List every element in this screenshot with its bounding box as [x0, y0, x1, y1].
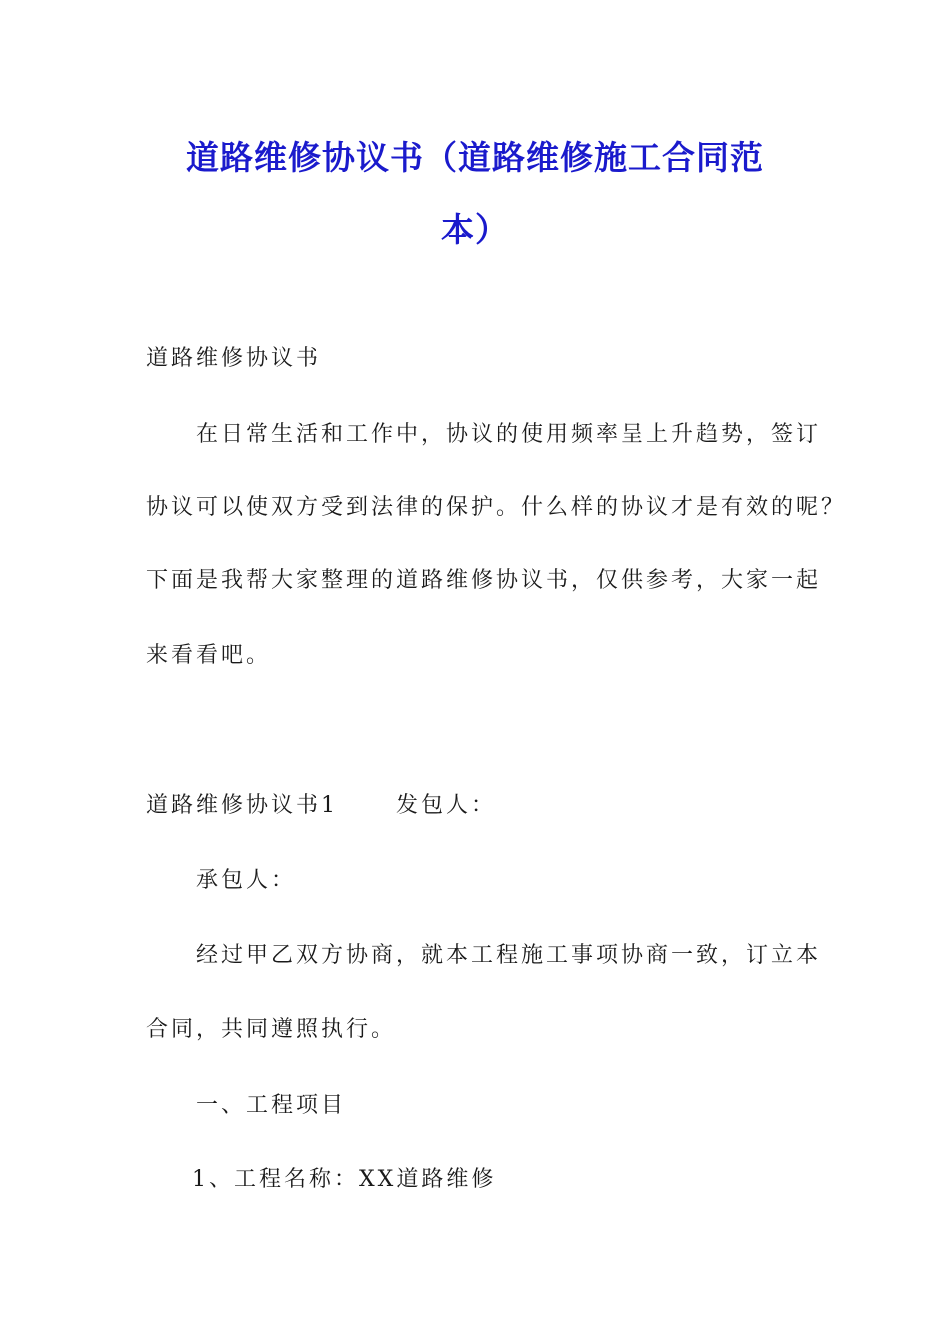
contractor-label: 承包人： — [196, 868, 297, 893]
item-1: 1、工程名称：XX道路维修 — [192, 1167, 497, 1192]
document-title-line-1: 道路维修协议书（道路维修施工合同范 — [186, 138, 764, 177]
subtitle: 道路维修协议书 — [146, 346, 322, 371]
intro-line-1: 在日常生活和工作中，协议的使用频率呈上升趋势，签订 — [196, 422, 822, 447]
intro-line-3: 下面是我帮大家整理的道路维修协议书，仅供参考，大家一起 — [146, 568, 822, 593]
intro-line-4: 来看看吧。 — [146, 643, 272, 668]
employer-label: 发包人： — [396, 793, 497, 818]
intro-line-2: 协议可以使双方受到法律的保护。什么样的协议才是有效的呢？ — [146, 495, 847, 520]
section-heading: 道路维修协议书1 — [146, 793, 338, 818]
document-title-line-2: 本） — [441, 210, 509, 249]
agreement-line-1: 经过甲乙双方协商，就本工程施工事项协商一致，订立本 — [196, 943, 822, 968]
item-heading: 一、工程项目 — [196, 1093, 347, 1118]
agreement-line-2: 合同，共同遵照执行。 — [146, 1017, 397, 1042]
section-heading-row — [146, 791, 496, 821]
